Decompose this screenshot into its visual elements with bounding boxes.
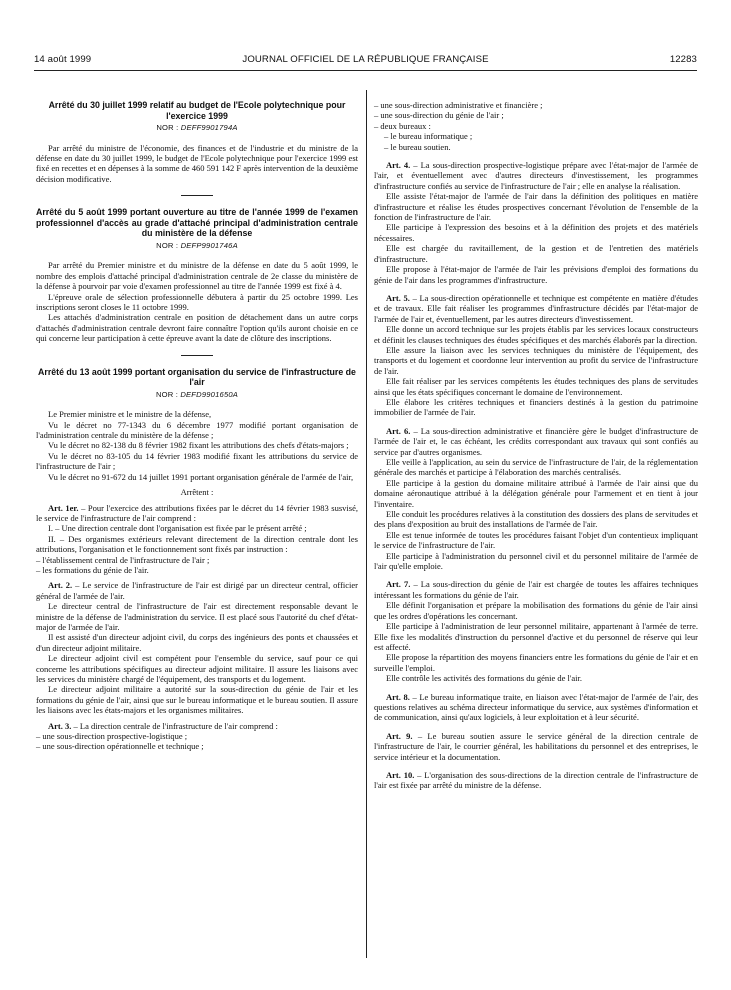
right-column <box>374 100 698 791</box>
paragraph: Elle propose la répartition des moyens financiers entre les formations du génie de l'air et en surveille l'emploi. <box>374 652 698 673</box>
nor-code: DEFD9901650A <box>180 389 239 399</box>
article: Art. 2. – Le service de l'infrastructure de l'air est dirigé par un directeur central, officier général de l'armée de l'air. <box>36 580 359 601</box>
article-number: Art. 1er. <box>48 502 79 513</box>
article: Art. 5. – La sous-direction opérationnelle et technique est compétente en matière d'études et de travaux. Elle fait réaliser les programmes d'infrastructure décidés par l'état-major de l'armée de l'air et, éventuellement, par les autres directeurs d'investissement. <box>374 292 698 324</box>
article: Art. 7. – La sous-direction du génie de l'air est chargée de toutes les affaires techniques intéressant les formations du génie de l'air. <box>374 579 698 600</box>
paragraph: Elle contrôle les activités des formations du génie de l'air. <box>386 673 583 684</box>
nor-reference <box>36 390 358 400</box>
article: Art. 4. – La sous-direction prospective-logistique prépare avec l'état-major de l'armée de l'air, et éventuellement avec d'autres directeurs d'investissement, les programmes d'infrastructure confiés au service de l'infrastructure de l'air ; elle en analyse la réalisation. <box>374 160 699 191</box>
paragraph: Elle assure la liaison avec les services techniques du ministère de l'équipement, des transports et du logement et coordonne leur intervention au profit du service de l'infrastructure de l'air. <box>374 344 698 376</box>
paragraph: Elle est tenue informée de toutes les procédures faisant l'objet d'un contentieux impliquant le service de l'infrastructure de l'air. <box>374 529 698 551</box>
article-text: La sous-direction du génie de l'air est chargée de toutes les affaires techniques intéressant les formations du génie de l'air. <box>374 579 698 600</box>
article: Art. 9. – Le bureau soutien assure le service général de la direction centrale de l'infrastructure de l'air, le courrier général, les habilitations du personnel et des entreprises, le service intérieur et la documentation. <box>374 730 699 762</box>
paragraph: Par arrêté du ministre de l'économie, des finances et de l'industrie et du ministre de la défense en date du 30 juillet 1999, le budget de l'Ecole polytechnique pour l'exercice 1999 est fixé en recettes et en dépenses à la somme de 460 591 142 F après intervention de la deuxième décision modificative. <box>36 142 358 184</box>
article-number: Art. 3. <box>48 720 72 731</box>
paragraph: Le Premier ministre et le ministre de la défense, <box>48 409 212 420</box>
article-number: Art. 8. <box>386 691 410 702</box>
article-text: La direction centrale de l'infrastructure de l'air comprend : <box>79 720 278 731</box>
list-item: – une sous-direction prospective-logistique ; <box>36 731 188 742</box>
header-rule <box>34 70 697 71</box>
arrete-title-budget: Arrêté du 30 juillet 1999 relatif au budget de l'Ecole polytechnique pour l'exercice 1999 <box>48 100 346 121</box>
list-item: – le bureau informatique ; <box>384 131 473 142</box>
header-date: 14 août 1999 <box>34 54 92 65</box>
nor-code: DEFF9901794A <box>180 123 238 133</box>
paragraph: Elle propose à l'état-major de l'armée de l'air les prévisions d'emploi des formations du génie de l'air dans les programmes d'infrastructure. <box>374 264 698 285</box>
paragraph: Par arrêté du Premier ministre et du ministre de la défense en date du 5 août 1999, le nombre des emplois d'attaché principal d'administration centrale de 2e classe du ministère de la défense à pourvoir par voie d'examen professionnel au titre de l'année 1999 est fixé à 4. <box>36 260 358 292</box>
paragraph: I. – Une direction centrale dont l'organisation est fixée par le présent arrêté ; <box>48 523 307 534</box>
paragraph: Il est assisté d'un directeur adjoint civil, du corps des ingénieurs des ponts et chaussées et d'un directeur adjoint militaire. <box>36 632 358 653</box>
article: Art. 6. – La sous-direction administrative et financière gère le budget d'infrastructure de l'armée de l'air et, le cas échéant, les crédits correspondant aux travaux qui sont confiés au service par d'autres organismes. <box>374 425 699 457</box>
article-number: Art. 4. <box>386 160 411 171</box>
running-header <box>34 54 697 68</box>
visa: Vu le décret no 91-672 du 14 juillet 1991 portant organisation générale de l'armée de l'air, <box>48 471 354 482</box>
article-text: Pour l'exercice des attributions fixées par le décret du 14 février 1983 susvisé, le service de l'infrastructure de l'air comprend : <box>36 502 358 523</box>
list-item: – le bureau soutien. <box>384 141 451 152</box>
article: Art. 10. – L'organisation des sous-directions de la direction centrale de l'infrastructure de l'air est fixée par arrêté du ministre de la défense. <box>374 769 699 791</box>
visa: Vu le décret no 77-1343 du 6 décembre 1977 modifié portant organisation de l'administration centrale du ministère de la défense ; <box>36 419 358 441</box>
paragraph: Elle fait réaliser par les services compétents les études techniques des plans de servitudes ainsi que les états spécifiques concernant le domaine de l'environnement. <box>374 376 698 397</box>
paragraph: L'épreuve orale de sélection professionnelle débutera à partir du 25 octobre 1999. Les inscriptions seront closes le 11 octobre 1999. <box>36 291 358 313</box>
list-item: – une sous-direction administrative et financière ; <box>374 100 543 110</box>
paragraph: Elle définit l'organisation et prépare la mobilisation des formations du génie de l'air ainsi que les ordres d'opérations les concernant. <box>374 600 698 621</box>
paragraph: Les attachés d'administration centrale en position de détachement dans un autre corps d'attachés d'administration centrale devront faire connaître l'option qu'ils auront choisie en ce qui concerne leur participation à cette épreuve avant la date de clôture des inscriptions. <box>36 312 358 344</box>
paragraph: Elle participe à l'administration de leur personnel militaire, appartenant à l'armée de terre. Elle fixe les modalités d'instruction du personnel d'active et du personnel de réserve qui leur est affecté. <box>374 621 698 652</box>
paragraph: Elle participe à l'expression des besoins et à la définition des projets et des matériels nécessaires. <box>374 222 698 243</box>
article-text: La sous-direction prospective-logistique prépare avec l'état-major de l'armée de l'air, et éventuellement avec d'autres directeurs d'investissement, les programmes d'infrastructure confiés au service de l'infrastructure de l'air ; elle en analyse la réalisation. <box>374 160 699 191</box>
article-number: Art. 7. <box>386 579 411 590</box>
paragraph: Elle est chargée du ravitaillement, de la gestion et de l'entretien des matériels d'infrastructure. <box>374 243 698 264</box>
paragraph: Le directeur adjoint civil est compétent pour l'ensemble du service, sauf pour ce qui concerne les attributions spécifiques au directeur adjoint militaire. Il assure les liaisons avec les services du ministère chargé de l'équipement, des transports et du logement. <box>36 653 358 684</box>
list-item: – deux bureaux : <box>374 120 431 131</box>
visa: Vu le décret no 82-138 du 8 février 1982 fixant les attributions des chefs d'états-majors ; <box>48 440 349 451</box>
paragraph: Le directeur adjoint militaire a autorité sur la sous-direction du génie de l'air et les formations du génie de l'air, ainsi que sur le bureau informatique et le bureau soutien. Il assure les liaisons avec les états-majors et les organismes militaires. <box>36 684 358 716</box>
article-text: La sous-direction opérationnelle et technique est compétente en matière d'études et de travaux. Elle fait réaliser les programmes d'infrastructure décidés par l'état-major de l'armée de l'air et, éventuellement, par les autres directeurs d'investissement. <box>374 292 698 324</box>
article-text: Le bureau informatique traite, en liaison avec l'état-major de l'armée de l'air, des questions relatives au schéma directeur informatique du service, aux systèmes d'information et de communication, ainsi qu'aux logiciels, à leur exploitation et à leur sécurité. <box>374 691 699 723</box>
nor-reference <box>36 123 358 133</box>
nor-code: DEFP9901746A <box>180 241 238 250</box>
article-number: Art. 6. <box>386 425 411 436</box>
article-number: Art. 9. <box>386 730 413 741</box>
paragraph: Elle conduit les procédures relatives à la constitution des dossiers des plans de servitudes et des plans d'exposition au bruit des installations de l'armée de l'air. <box>374 509 698 530</box>
paragraph: Le directeur central de l'infrastructure de l'air est directement responsable devant le ministre de la défense de l'administration du service. Il est placé sous l'autorité du chef d'état-major de l'armée de l'air. <box>36 601 358 632</box>
article-number: Art. 2. <box>48 580 73 591</box>
arrete-title-examen: Arrêté du 5 août 1999 portant ouverture au titre de l'année 1999 de l'examen professionnel d'accès au grade d'attaché principal d'administration centrale du ministère de la défense <box>36 207 358 239</box>
nor-reference <box>36 241 358 251</box>
list-item: – l'établissement central de l'infrastructure de l'air ; <box>36 554 210 565</box>
paragraph: Elle donne un accord technique sur les projets établis par les services locaux constructeurs et définit les clauses techniques des études spécifiques et des marchés élaborés par la direction. <box>374 324 698 345</box>
column-divider <box>366 90 367 958</box>
article-number: Art. 5. <box>386 292 410 303</box>
header-page-number: 12283 <box>669 54 697 65</box>
article: Art. 8. – Le bureau informatique traite, en liaison avec l'état-major de l'armée de l'air, des questions relatives au schéma directeur informatique du service, aux systèmes d'information et de communication, ainsi qu'aux logiciels, à leur exploitation et à leur sécurité. <box>374 691 699 723</box>
article-text: La sous-direction administrative et financière gère le budget d'infrastructure de l'armée de l'air et, le cas échéant, les crédits correspondant aux travaux qui sont confiés au service par d'autres organismes. <box>374 425 699 457</box>
nor-label: NOR : <box>156 241 179 250</box>
paragraph: Elle veille à l'application, au sein du service de l'infrastructure de l'air, de la réglementation générale des marchés et participe à l'élaboration des marchés centralisés. <box>374 457 698 478</box>
arrete-title-infrastructure: Arrêté du 13 août 1999 portant organisation du service de l'infrastructure de l'air <box>38 366 356 388</box>
nor-label: NOR : <box>155 389 179 399</box>
article-text: Le service de l'infrastructure de l'air est dirigé par un directeur central, officier général de l'armée de l'air. <box>36 580 359 601</box>
visa: Vu le décret no 83-105 du 14 février 1983 modifié fixant les attributions du service de l'infrastructure de l'air ; <box>36 450 358 472</box>
paragraph: Elle élabore les critères techniques et financiers destinés à la gestion du patrimoine immobilier de l'armée de l'air. <box>374 396 698 418</box>
article: Art. 1er. – Pour l'exercice des attributions fixées par le décret du 14 février 1983 susvisé, le service de l'infrastructure de l'air comprend : <box>36 502 358 523</box>
paragraph: Elle participe à la gestion du domaine militaire attribué à l'armée de l'air ainsi que du domaine aéronautique attribué à la délégation générale pour l'armement et en tient à jour l'inventaire. <box>374 477 698 509</box>
article-number: Art. 10. <box>386 769 415 780</box>
list-item: – une sous-direction du génie de l'air ; <box>374 110 504 121</box>
nor-label: NOR : <box>156 123 179 133</box>
article: Art. 3. – La direction centrale de l'infrastructure de l'air comprend : <box>48 720 278 731</box>
arretent: Arrêtent : <box>180 487 214 498</box>
list-item: – les formations du génie de l'air. <box>36 564 149 575</box>
paragraph: Elle assiste l'état-major de l'armée de l'air dans la définition des politiques en matière d'infrastructure et réalise les études prospectives concernant l'évolution de l'ensemble de la fonction de l'infrastructure de l'air. <box>374 191 698 223</box>
left-column <box>36 100 358 752</box>
list-item: – une sous-direction opérationnelle et technique ; <box>36 741 204 752</box>
paragraph: Elle participe à l'administration du personnel civil et du personnel militaire de l'armée de l'air qu'elle emploie. <box>374 550 698 572</box>
paragraph: II. – Des organismes extérieurs relevant directement de la direction centrale dont les attributions, l'organisation et le fonctionnement sont fixés par instruction : <box>36 533 358 555</box>
article-text: L'organisation des sous-directions de la direction centrale de l'infrastructure de l'air est fixée par arrêté du ministre de la défense. <box>374 769 699 791</box>
header-journal-title: JOURNAL OFFICIEL DE LA RÉPUBLIQUE FRANÇAISE <box>242 54 489 65</box>
article-text: Le bureau soutien assure le service général de la direction centrale de l'infrastructure de l'air, le courrier général, les habilitations du personnel et des entreprises, le service intérieur et la documentation. <box>374 730 699 762</box>
